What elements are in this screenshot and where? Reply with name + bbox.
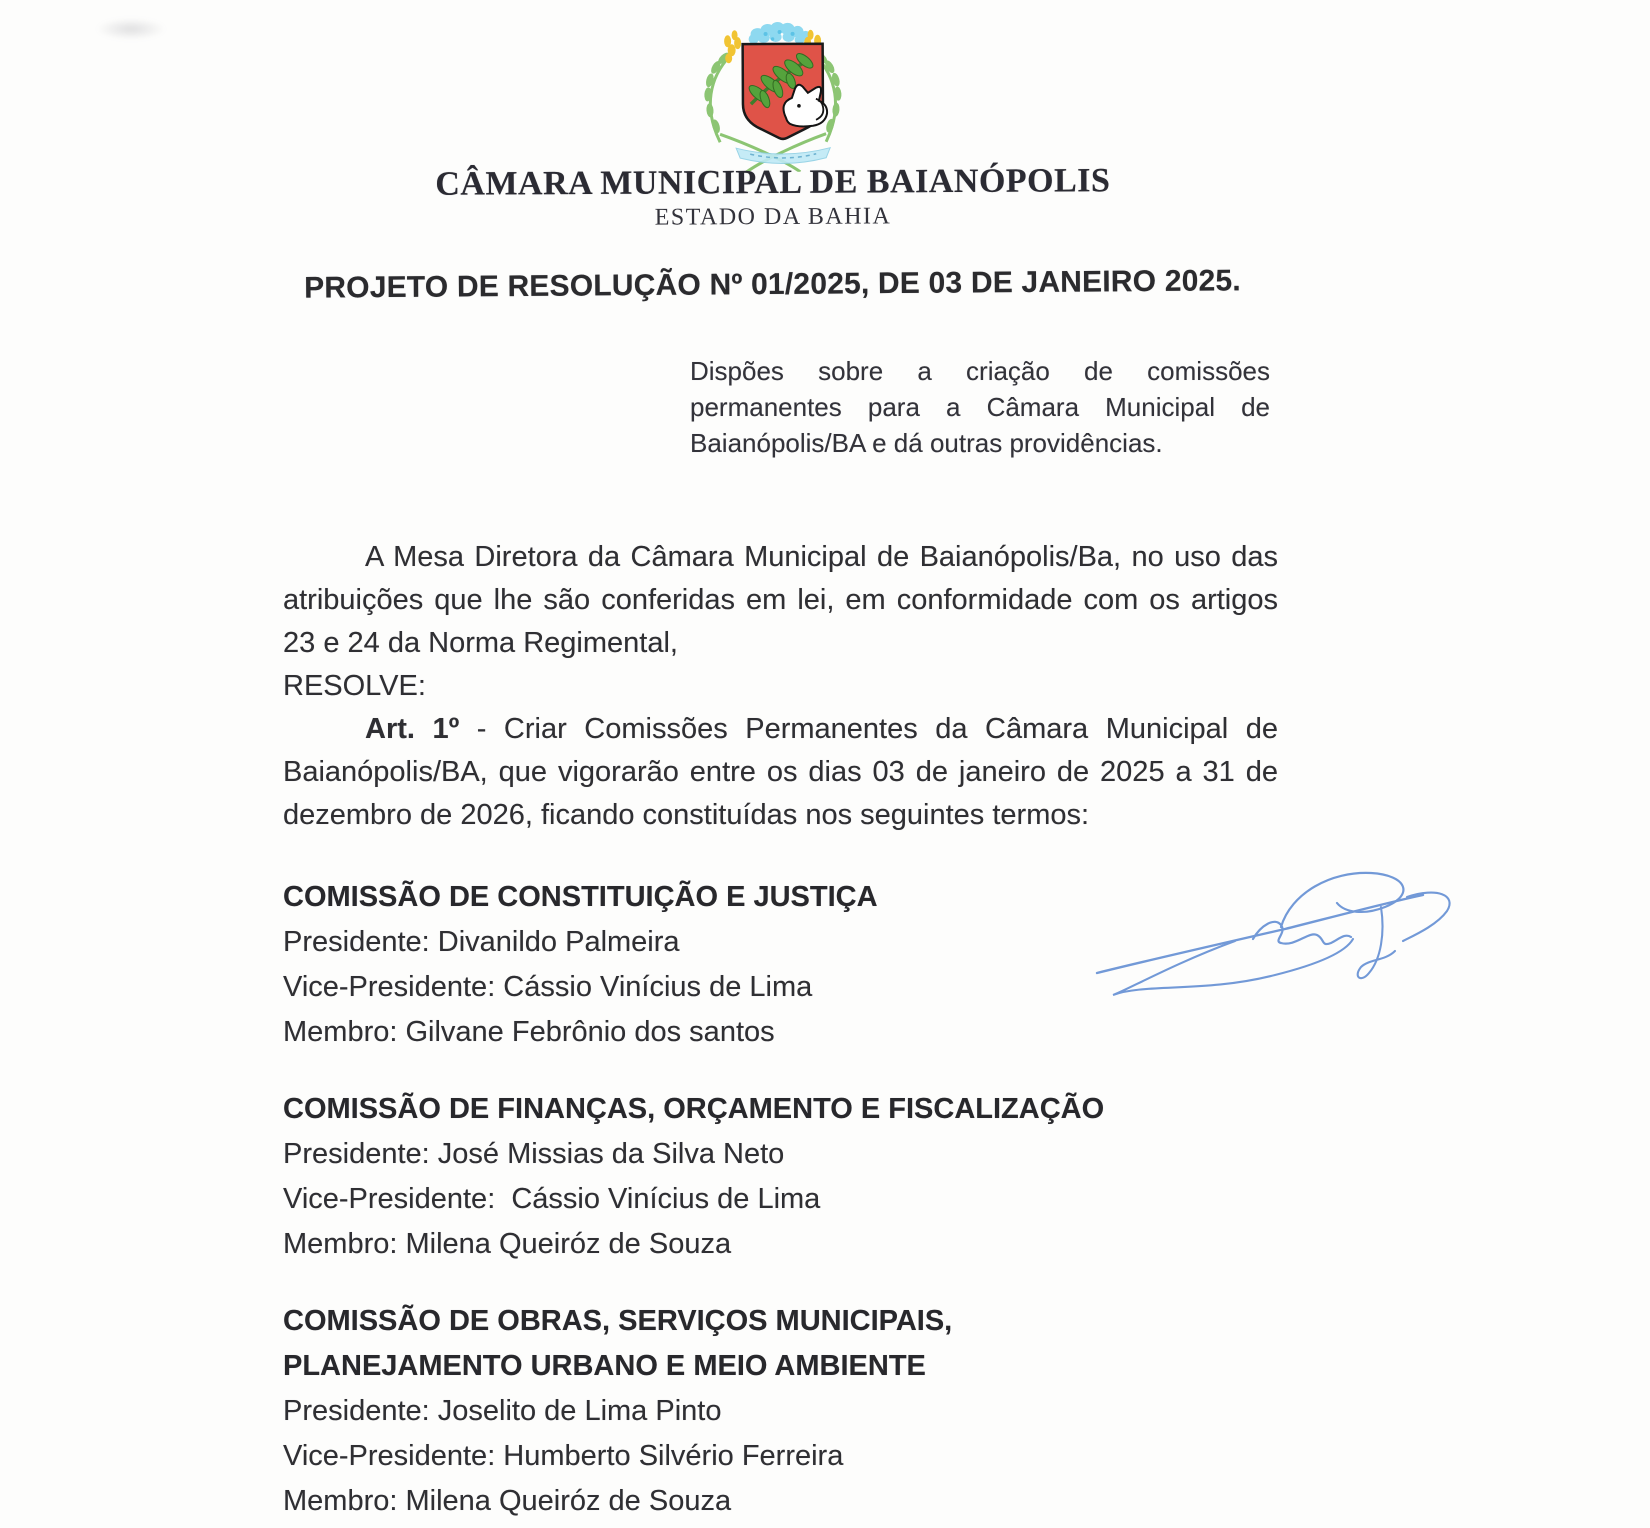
member-line: Membro: Milena Queiróz de Souza	[283, 1485, 732, 1517]
article-1-paragraph	[283, 708, 1278, 837]
commission-title: COMISSÃO DE OBRAS, SERVIÇOS MUNICIPAIS, PLANEJAMENTO URBANO E MEIO AMBIENTE	[283, 1305, 953, 1382]
commission-title: COMISSÃO DE FINANÇAS, ORÇAMENTO E FISCALIZAÇÃO	[283, 1093, 1105, 1125]
article-1-text: - Criar Comissões Permanentes da Câmara Municipal de Baianópolis/BA, que vigorarão entre os dias 03 de janeiro de 2025 a 31 de dezembro de 2026, ficando constituídas nos seguintes termos:	[283, 713, 1278, 831]
member-line: Vice-Presidente: Humberto Silvério Ferreira	[283, 1440, 844, 1472]
municipal-coat-of-arms	[657, 21, 888, 172]
document-header	[0, 0, 1546, 235]
member-line: Vice-Presidente: Cássio Vinícius de Lima	[283, 971, 813, 1003]
document-body	[283, 536, 1278, 837]
commission-financas	[283, 1087, 1278, 1267]
document-title: PROJETO DE RESOLUÇÃO Nº 01/2025, DE 03 DE JANEIRO 2025.	[304, 264, 1241, 305]
ementa-summary: Dispões sobre a criação de comissões permanentes para a Câmara Municipal de Baianópolis/BA e dá outras providências.	[690, 356, 1270, 458]
member-line: Membro: Milena Queiróz de Souza	[283, 1228, 732, 1260]
member-line: Vice-Presidente: Cássio Vinícius de Lima	[283, 1183, 821, 1215]
commission-obras	[283, 1299, 1278, 1524]
preamble-paragraph: A Mesa Diretora da Câmara Municipal de Baianópolis/Ba, no uso das atribuições que lhe são conferidas em lei, em conformidade com os artigos 23 e 24 da Norma Regimental,	[283, 541, 1278, 659]
commission-title: COMISSÃO DE CONSTITUIÇÃO E JUSTIÇA	[283, 881, 878, 913]
article-1-label: Art. 1º	[365, 713, 460, 745]
handwritten-signature	[1085, 843, 1480, 1018]
member-line: Membro: Gilvane Febrônio dos santos	[283, 1016, 775, 1048]
resolve-line: RESOLVE:	[283, 670, 426, 702]
member-line: Presidente: José Missias da Silva Neto	[283, 1138, 785, 1170]
member-line: Presidente: Joselito de Lima Pinto	[283, 1395, 722, 1427]
member-line: Presidente: Divanildo Palmeira	[283, 926, 680, 958]
state-name: ESTADO DA BAHIA	[654, 203, 892, 231]
org-name: CÂMARA MUNICIPAL DE BAIANÓPOLIS	[435, 162, 1111, 203]
